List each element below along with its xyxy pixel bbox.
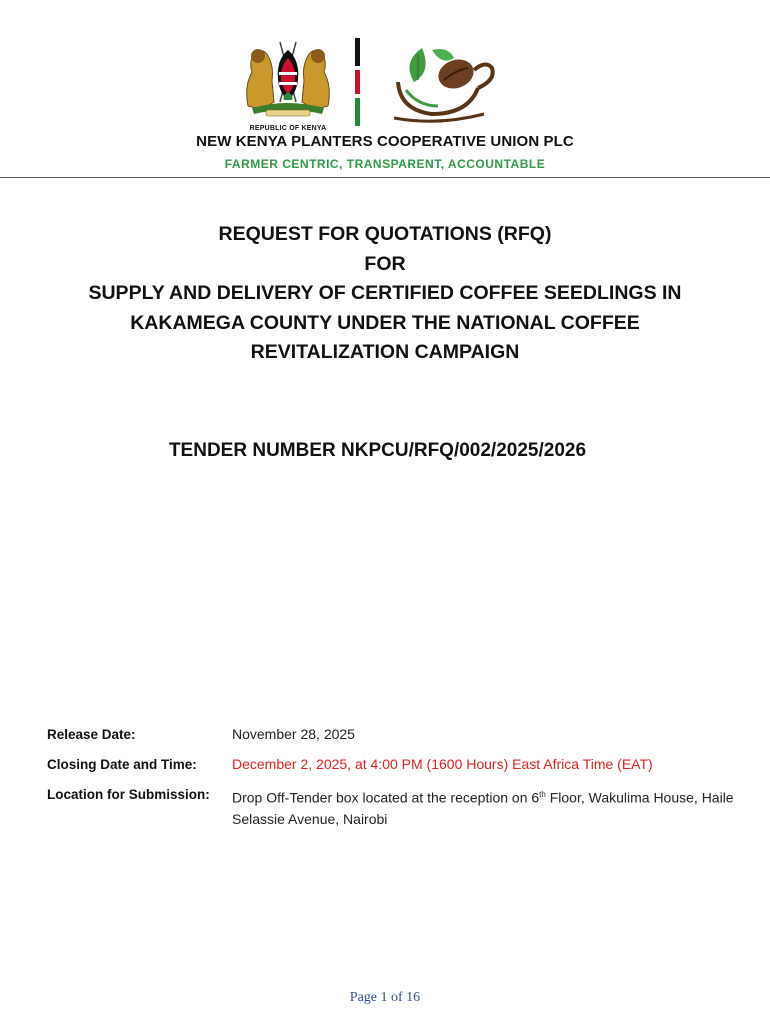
title-line-2: FOR xyxy=(364,252,406,275)
logo-row xyxy=(0,36,770,132)
location-text-part-2: Floor, Wakulima House, Haile Selassie Avenue, Nairobi xyxy=(232,789,734,827)
organization-name: NEW KENYA PLANTERS COOPERATIVE UNION PLC xyxy=(196,133,574,150)
flag-green-stripe xyxy=(355,98,360,126)
closing-date-value: December 2, 2025, at 4:00 PM (1600 Hours) East Africa Time (EAT) xyxy=(232,756,653,772)
nkpcu-logo xyxy=(388,40,508,124)
closing-date-label: Closing Date and Time: xyxy=(47,757,197,772)
release-date-row xyxy=(47,724,747,745)
title-line-5: REVITALIZATION CAMPAIGN xyxy=(250,341,520,363)
flag-black-stripe xyxy=(355,38,360,66)
organization-motto: FARMER CENTRIC, TRANSPARENT, ACCOUNTABLE xyxy=(224,157,546,171)
submission-location-row xyxy=(47,784,747,830)
title-line-3: SUPPLY AND DELIVERY OF CERTIFIED COFFEE SEEDLINGS IN xyxy=(88,282,682,304)
tender-details xyxy=(47,724,747,839)
header-divider xyxy=(0,177,770,178)
title-line-1: REQUEST FOR QUOTATIONS (RFQ) xyxy=(218,223,552,245)
submission-location-label: Location for Submission: xyxy=(47,787,210,802)
kenya-coat-of-arms xyxy=(238,36,338,132)
location-ordinal-suffix: th xyxy=(539,790,546,799)
submission-location-value xyxy=(232,784,747,830)
document-title xyxy=(60,220,710,368)
title-line-4: KAKAMEGA COUNTY UNDER THE NATIONAL COFFEE xyxy=(130,311,640,334)
release-date-value: November 28, 2025 xyxy=(232,726,355,742)
kenya-flag-bar xyxy=(355,38,360,126)
coat-caption: REPUBLIC OF KENYA xyxy=(249,125,327,132)
location-text-part-1: Drop Off-Tender box located at the reception on 6 xyxy=(232,789,540,806)
tender-number-text: TENDER NUMBER NKPCU/RFQ/002/2025/2026 xyxy=(168,440,587,461)
flag-red-stripe xyxy=(355,70,360,94)
coat-of-arms-icon xyxy=(238,36,338,120)
closing-date-row xyxy=(47,754,747,775)
release-date-label: Release Date: xyxy=(47,727,136,742)
coffee-cup-icon xyxy=(388,40,508,124)
page-number: Page 1 of 16 xyxy=(349,990,421,1005)
tender-number xyxy=(0,440,770,462)
